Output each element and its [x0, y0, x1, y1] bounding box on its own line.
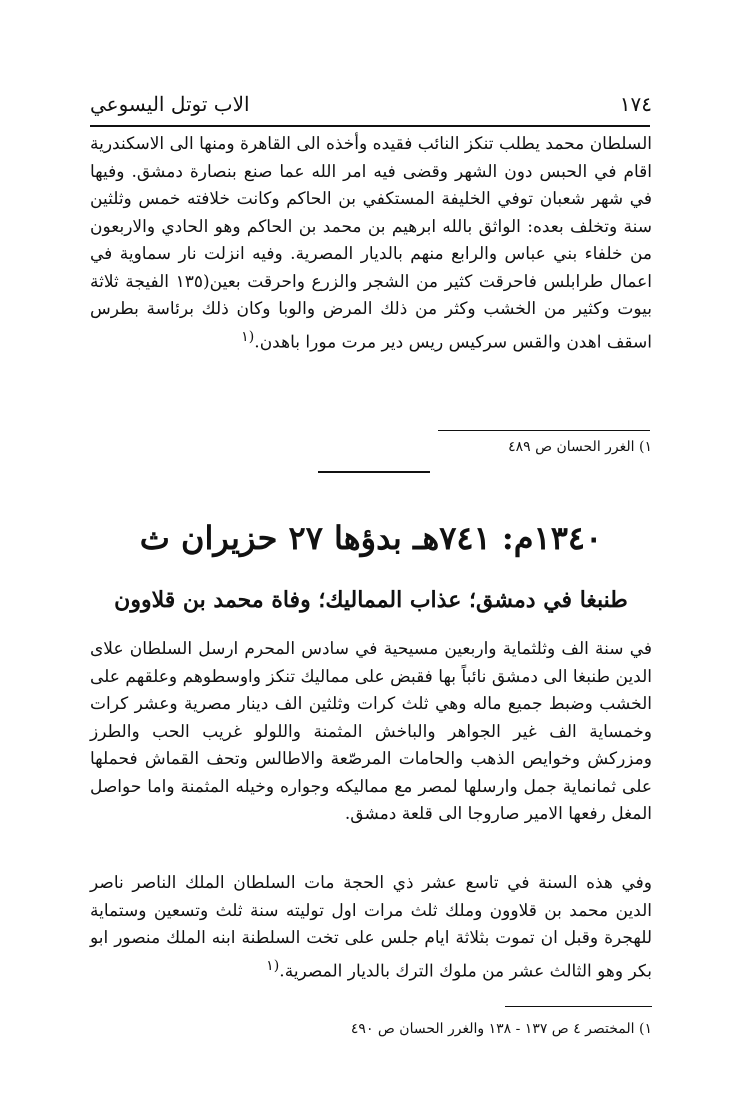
paragraph-2 [90, 636, 652, 829]
footnote-rule [438, 430, 650, 431]
top-paragraph-text: السلطان محمد يطلب تنكز النائب فقيده وأخذه الى القاهرة ومنها الى الاسكندرية اقام في الحبس دون الشهر وقضى فيه امر الله عما صنع بنصارة دمشق. وفيها في شهر شعبان توفي الخليفة المستكفي بن الحاكم وكانت خلافته خمس وثلثين سنة وتخلف بعده: الواثق بالله ابرهيم بن محمد بن الحاكم وهو الحادي والاربعون من خلفاء بني عباس والرابع منهم بالديار المصرية. وفيه انزلت نار سماوية في اعمال طرابلس فاحرقت كثير من الشجر والزرع واحرقت بعين(١٣٥ الفيجة ثلاثة بيوت وكثير من الخشب وكثر من ذلك المرض والوبا وكان ذلك برئاسة بطرس اسقف اهدن والقس سركيس ريس دير مرت مورا باهدن. [90, 134, 652, 353]
paragraph-3-text: وفي هذه السنة في تاسع عشر ذي الحجة مات السلطان الملك الناصر ناصر الدين محمد بن قلاوون وملك ثلث مرات اول توليته سنة ثلث وتسعين وستماية للهجرة وقبل ان تموت بثلاثة ايام جلس على تخت السلطنة ابنه الملك منصور ابو بكر وهو الثالث عشر من ملوك الترك بالديار المصرية. [90, 873, 652, 982]
top-paragraph [90, 131, 652, 357]
header-rule [90, 125, 650, 127]
page-number: ١٧٤ [619, 92, 652, 116]
running-title: الاب توتل اليسوعي [90, 92, 250, 116]
section-subtitle: طنبغا في دمشق؛ عذاب المماليك؛ وفاة محمد بن قلاوون [114, 587, 628, 613]
footnote-rule-2 [505, 1006, 652, 1007]
section-rule [318, 471, 430, 473]
footnote-ref: (١ [241, 328, 255, 345]
footnote-bottom: ١) المختصر ٤ ص ١٣٧ - ١٣٨ والغرر الحسان ص ٤٩٠ [350, 1021, 652, 1037]
paragraph-3 [90, 870, 652, 986]
paragraph-2-text: في سنة الف وثلثماية واربعين مسيحية في سادس المحرم ارسل السلطان علاى الدين طنبغا الى دمشق نائباً بها فقبض على مماليك تنكز واوسطوهم وعلقهم على الخشب وضبط جميع ماله وهي ثلث كرات وثلثين الف دينار مصرية وعشر كرات وخمساية الف غير الجواهر والباخش المثمنة واللولو غريب الحب والطرز ومزركش وخوايص الذهب والحامات المرصّعة والاطالس وتحف القماش فحملها على ثمانماية جمل وارسلها لمصر مع مماليكه وجواره وخيله المثمنة واما حواصل المغل رفعها الامير صاروجا الى قلعة دمشق. [90, 639, 652, 824]
footnote-top: ١) الغرر الحسان ص ٤٨٩ [508, 439, 652, 455]
page-header [90, 88, 652, 120]
footnote-ref-2: (١ [266, 957, 280, 974]
date-heading: ١٣٤٠م: ٧٤١هـ بدؤها ٢٧ حزيران ث [139, 519, 603, 557]
